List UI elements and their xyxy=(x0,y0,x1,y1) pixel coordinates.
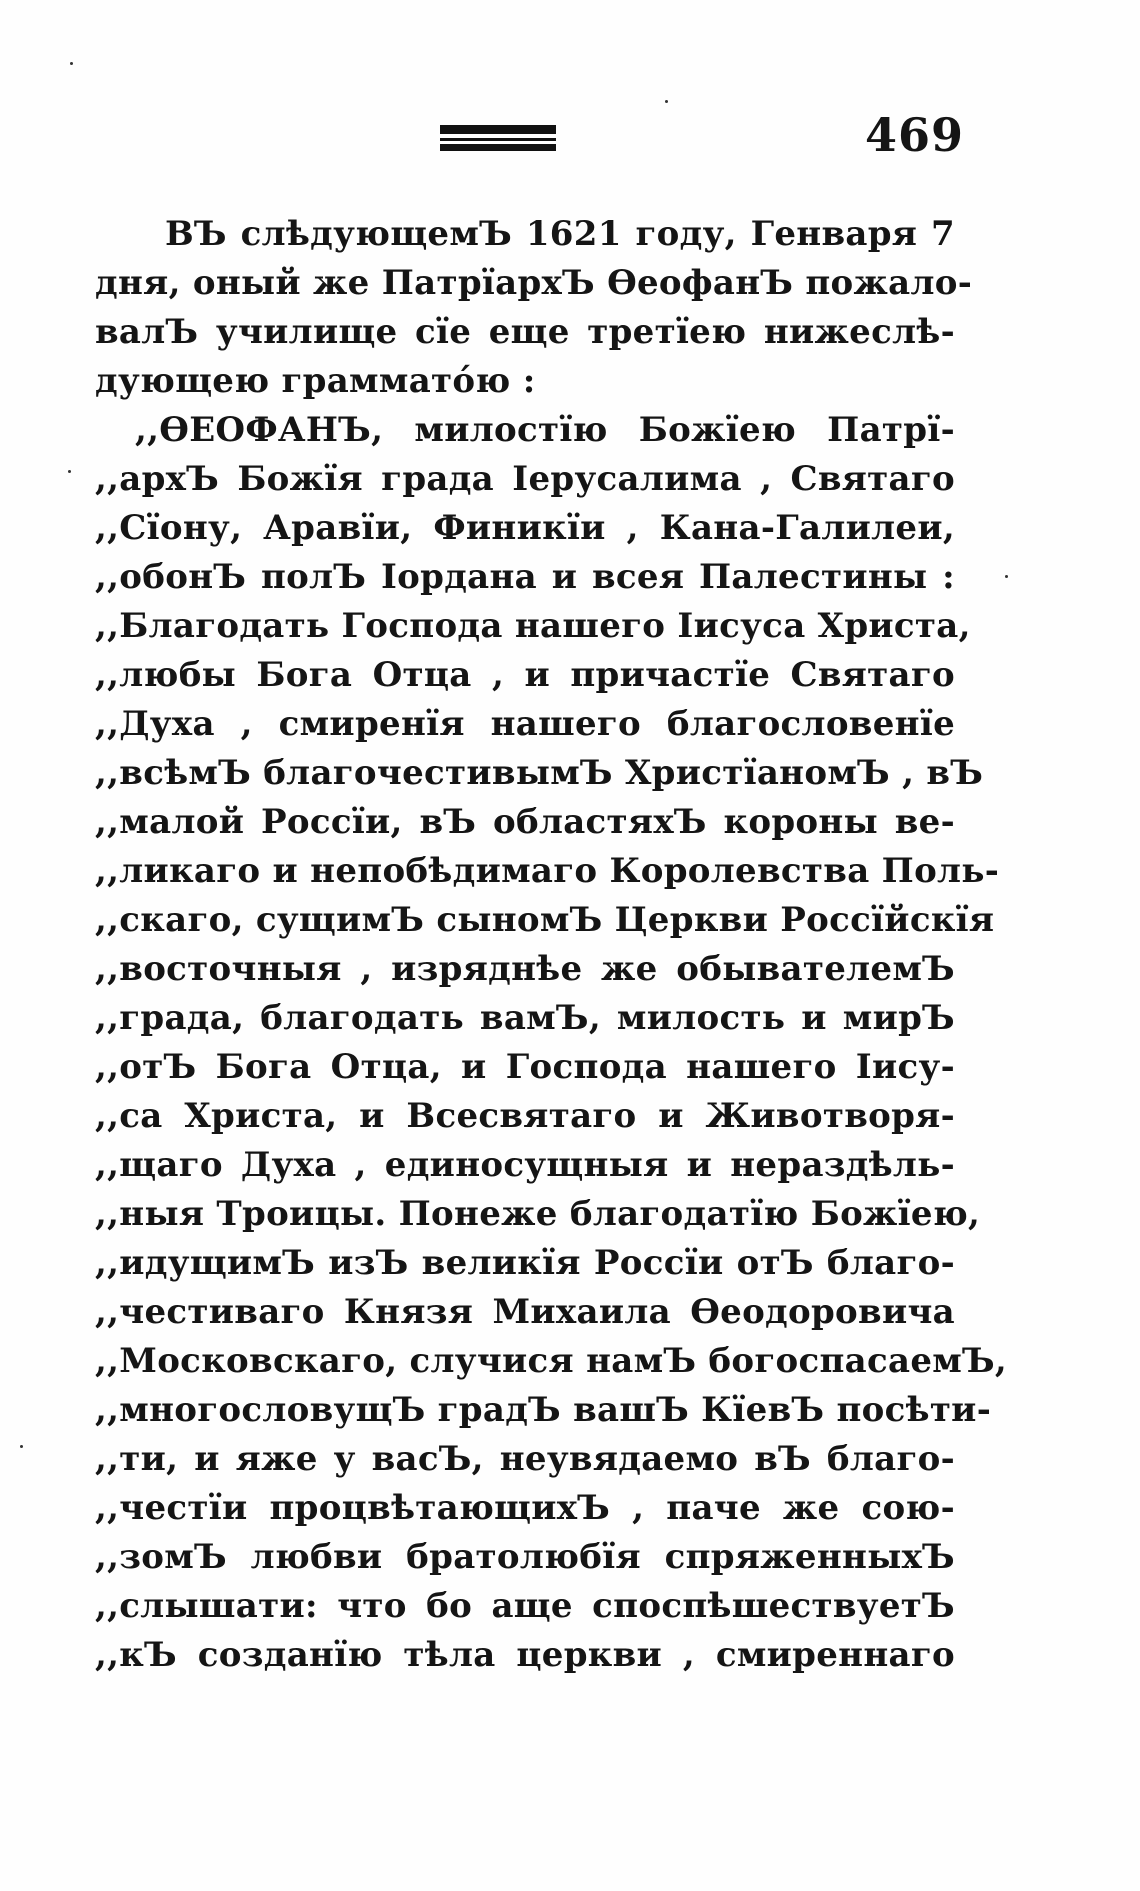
text-line: ,,восточныя , изряднѣе же обывателемЪ xyxy=(95,949,955,989)
text-line: ВЪ слѣдующемЪ 1621 году, Генваря 7 xyxy=(165,214,955,254)
text-line: ,,любы Бога Отца , и причастїе Святаго xyxy=(95,655,955,695)
text-line: ,,многословущЪ градЪ вашЪ КїевЪ посѣти- xyxy=(95,1390,992,1430)
text-line: ,,ликаго и непобѣдимаго Королевства Поль- xyxy=(95,851,1000,891)
text-line: ,,Благодать Господа нашего Iисуса Христа, xyxy=(95,606,971,646)
text-line: ,,щаго Духа , единосущныя и нераздѣль- xyxy=(95,1145,955,1185)
text-line: ,,всѣмЪ благочестивымЪ ХристїаномЪ , вЪ xyxy=(95,753,984,793)
body-text xyxy=(95,210,1008,1680)
text-line: дня, оный же ПатрїархЪ ѲеофанЪ пожало- xyxy=(95,263,973,303)
text-line: ,,идущимЪ изЪ великїя Россїи отЪ благо- xyxy=(95,1243,955,1283)
scan-speck xyxy=(1005,575,1008,578)
text-line: ,,Московскаго, случися намЪ богоспасаемЪ, xyxy=(95,1341,1008,1381)
scan-speck xyxy=(68,470,71,473)
text-line: ,,Духа , смиренїя нашего благословенїе xyxy=(95,704,955,744)
text-line: валЪ училище сїе еще третїею нижеслѣ- xyxy=(95,312,955,352)
rule-bar xyxy=(440,138,556,141)
text-line: ,,зомЪ любви братолюбїя спряженныхЪ xyxy=(95,1537,955,1577)
scan-speck xyxy=(665,100,668,103)
text-line: дующею граммато́ю : xyxy=(95,361,536,401)
text-line: ,,честїи процвѣтающихЪ , паче же сою- xyxy=(95,1488,955,1528)
text-line: ,,са Христа, и Всесвятаго и Животворя- xyxy=(95,1096,955,1136)
text-line: ,,отЪ Бога Отца, и Господа нашего Iису- xyxy=(95,1047,955,1087)
rule-bar xyxy=(440,144,556,151)
text-line: ,,слышати: что бо аще споспѣшествуетЪ xyxy=(95,1586,955,1626)
text-line: ,,ти, и яже у васЪ, неувядаемо вЪ благо- xyxy=(95,1439,955,1479)
text-line: ,,честиваго Князя Михаила Ѳеодоровича xyxy=(95,1292,955,1332)
text-line: ,,ѲЕОФАНЪ, милостїю Божїею Патрї- xyxy=(135,410,955,450)
text-line: ,,кЪ созданїю тѣла церкви , смиреннаго xyxy=(95,1635,955,1675)
text-line: ,,малой Россїи, вЪ областяхЪ короны ве- xyxy=(95,802,955,842)
text-line: ,,града, благодать вамЪ, милость и мирЪ xyxy=(95,998,955,1038)
text-line: ,,архЪ Божїя града Iерусалима , Святаго xyxy=(95,459,955,499)
text-line: ,,Сїону, Аравїи, Финикїи , Кана-Галилеи, xyxy=(95,508,955,548)
scan-speck xyxy=(20,1445,23,1448)
text-line: ,,скаго, сущимЪ сыномЪ Церкви Россїйскїя xyxy=(95,900,995,940)
text-line: ,,ныя Троицы. Понеже благодатїю Божїею, xyxy=(95,1194,981,1234)
header-ornament-rule xyxy=(440,125,556,151)
text-line: ,,обонЪ полЪ Iордана и всея Палестины : xyxy=(95,557,955,597)
scan-speck xyxy=(70,62,73,65)
page-number: 469 xyxy=(865,108,965,162)
rule-bar xyxy=(440,125,556,134)
